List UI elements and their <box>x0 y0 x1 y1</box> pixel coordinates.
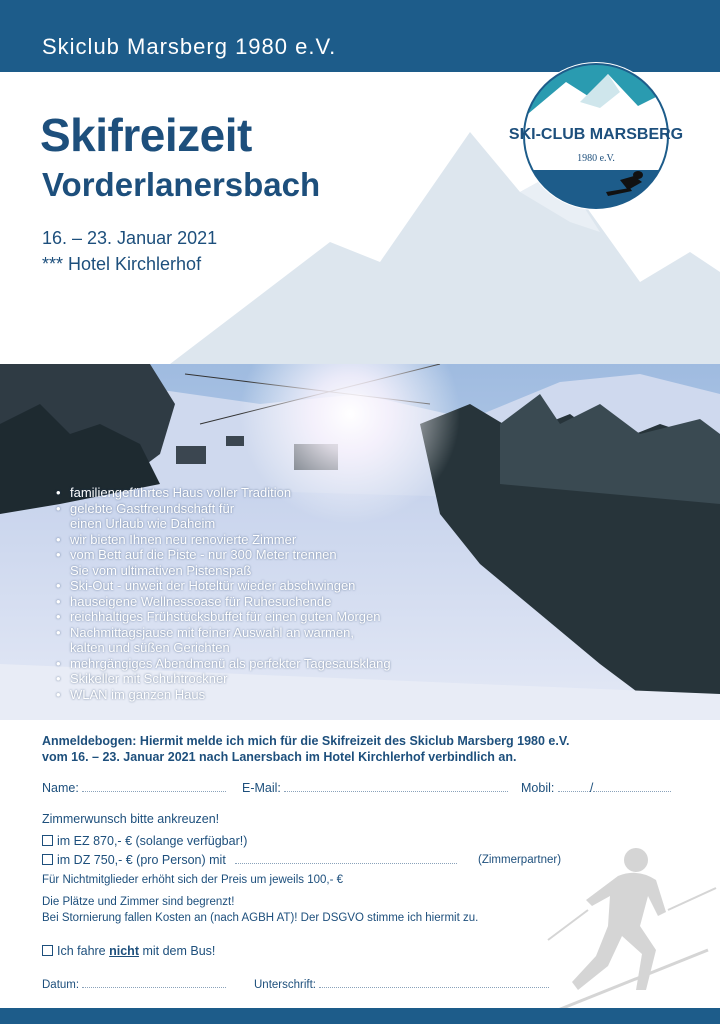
feature-item: • familiengeführtes Haus voller Tradition <box>56 485 292 500</box>
limited-note: Die Plätze und Zimmer sind begrenzt! <box>42 896 235 908</box>
event-date: 16. – 23. Januar 2021 <box>42 228 218 248</box>
signature-line[interactable] <box>319 978 549 988</box>
feature-item-continued: Sie vom ultimativen Pistenspaß <box>70 562 252 578</box>
registration-intro-line: vom 16. – 23. Januar 2021 nach Lanersbach im Hotel Kirchlerhof verbindlich an. <box>42 750 517 764</box>
bus-checkbox[interactable] <box>42 945 53 956</box>
signature-label: Unterschrift: <box>254 979 316 991</box>
feature-item: • vom Bett auf die Piste - nur 300 Meter trennen <box>56 547 337 562</box>
feature-list <box>56 485 391 702</box>
single-room-label: im EZ 870,- € (solange verfügbar!) <box>57 834 248 848</box>
feature-item: • reichhaltiges Frühstücksbuffet für einen guten Morgen <box>56 609 381 624</box>
feature-item-continued: kalten und süßen Gerichten <box>70 640 230 655</box>
room-partner-line[interactable] <box>235 854 457 864</box>
feature-item: • gelebte Gastfreundschaft für <box>56 500 235 516</box>
mobile-field[interactable] <box>521 781 671 795</box>
mobile-number-line[interactable] <box>593 782 671 792</box>
email-field[interactable] <box>242 781 508 795</box>
registration-intro <box>42 733 692 765</box>
mobile-label: Mobil: <box>521 781 555 795</box>
bus-suffix: mit dem Bus! <box>142 944 216 958</box>
email-line[interactable] <box>284 782 508 792</box>
name-field[interactable] <box>42 781 226 795</box>
option-single-room[interactable] <box>42 834 247 848</box>
date-line[interactable] <box>82 978 226 988</box>
mobile-prefix-line[interactable] <box>558 782 590 792</box>
club-name: Skiclub Marsberg 1980 e.V. <box>42 34 337 59</box>
page-title: Skifreizeit <box>40 109 252 161</box>
registration-intro-line: Anmeldebogen: Hiermit melde ich mich für die Skifreizeit des Skiclub Marsberg 1980 e.V. <box>42 734 570 748</box>
hotel-name: *** Hotel Kirchlerhof <box>42 254 202 274</box>
double-room-checkbox[interactable] <box>42 854 53 865</box>
feature-item: • mehrgängiges Abendmenü als perfekter Tagesausklang <box>56 655 391 671</box>
cancellation-note: Bei Stornierung fallen Kosten an (nach AGBH AT)! Der DSGVO stimme ich hiermit zu. <box>42 912 479 924</box>
room-wish-label: Zimmerwunsch bitte ankreuzen! <box>42 812 220 826</box>
page-subtitle: Vorderlanersbach <box>42 166 321 203</box>
feature-item: • Skikeller mit Schuhtrockner <box>56 671 228 686</box>
bus-option[interactable] <box>42 944 215 958</box>
room-partner-label: (Zimmerpartner) <box>478 854 562 866</box>
bus-prefix: Ich fahre <box>57 944 106 958</box>
feature-item: • Ski-Out - unweit der Hoteltür wieder abschwingen <box>56 578 356 593</box>
footer-bar <box>0 1008 720 1024</box>
mobile-separator: / <box>589 781 594 795</box>
feature-item: • wir bieten Ihnen neu renovierte Zimmer <box>56 531 297 547</box>
skier-silhouette-icon <box>538 840 718 1020</box>
date-label: Datum: <box>42 979 80 991</box>
feature-item: • Nachmittagsjause mit feiner Auswahl an warmen, <box>56 624 354 640</box>
double-room-label: im DZ 750,- € (pro Person) mit <box>57 853 226 867</box>
non-member-note: Für Nichtmitglieder erhöht sich der Preis um jeweils 100,- € <box>42 874 344 886</box>
club-logo <box>508 62 684 212</box>
date-field[interactable] <box>42 978 226 991</box>
bus-not-emphasis: nicht <box>109 944 139 958</box>
name-label: Name: <box>42 781 79 795</box>
email-label: E-Mail: <box>242 781 281 795</box>
feature-item: • hauseigene Wellnessoase für Ruhesuchende <box>56 593 332 609</box>
logo-year: 1980 e.V. <box>577 153 615 164</box>
signature-field[interactable] <box>254 978 549 991</box>
name-line[interactable] <box>82 782 226 792</box>
logo-title: SKI-CLUB MARSBERG <box>508 126 684 143</box>
feature-item-continued: einen Urlaub wie Daheim <box>70 516 216 531</box>
option-double-room[interactable] <box>42 853 457 867</box>
single-room-checkbox[interactable] <box>42 835 53 846</box>
feature-item: • WLAN im ganzen Haus <box>56 686 206 702</box>
